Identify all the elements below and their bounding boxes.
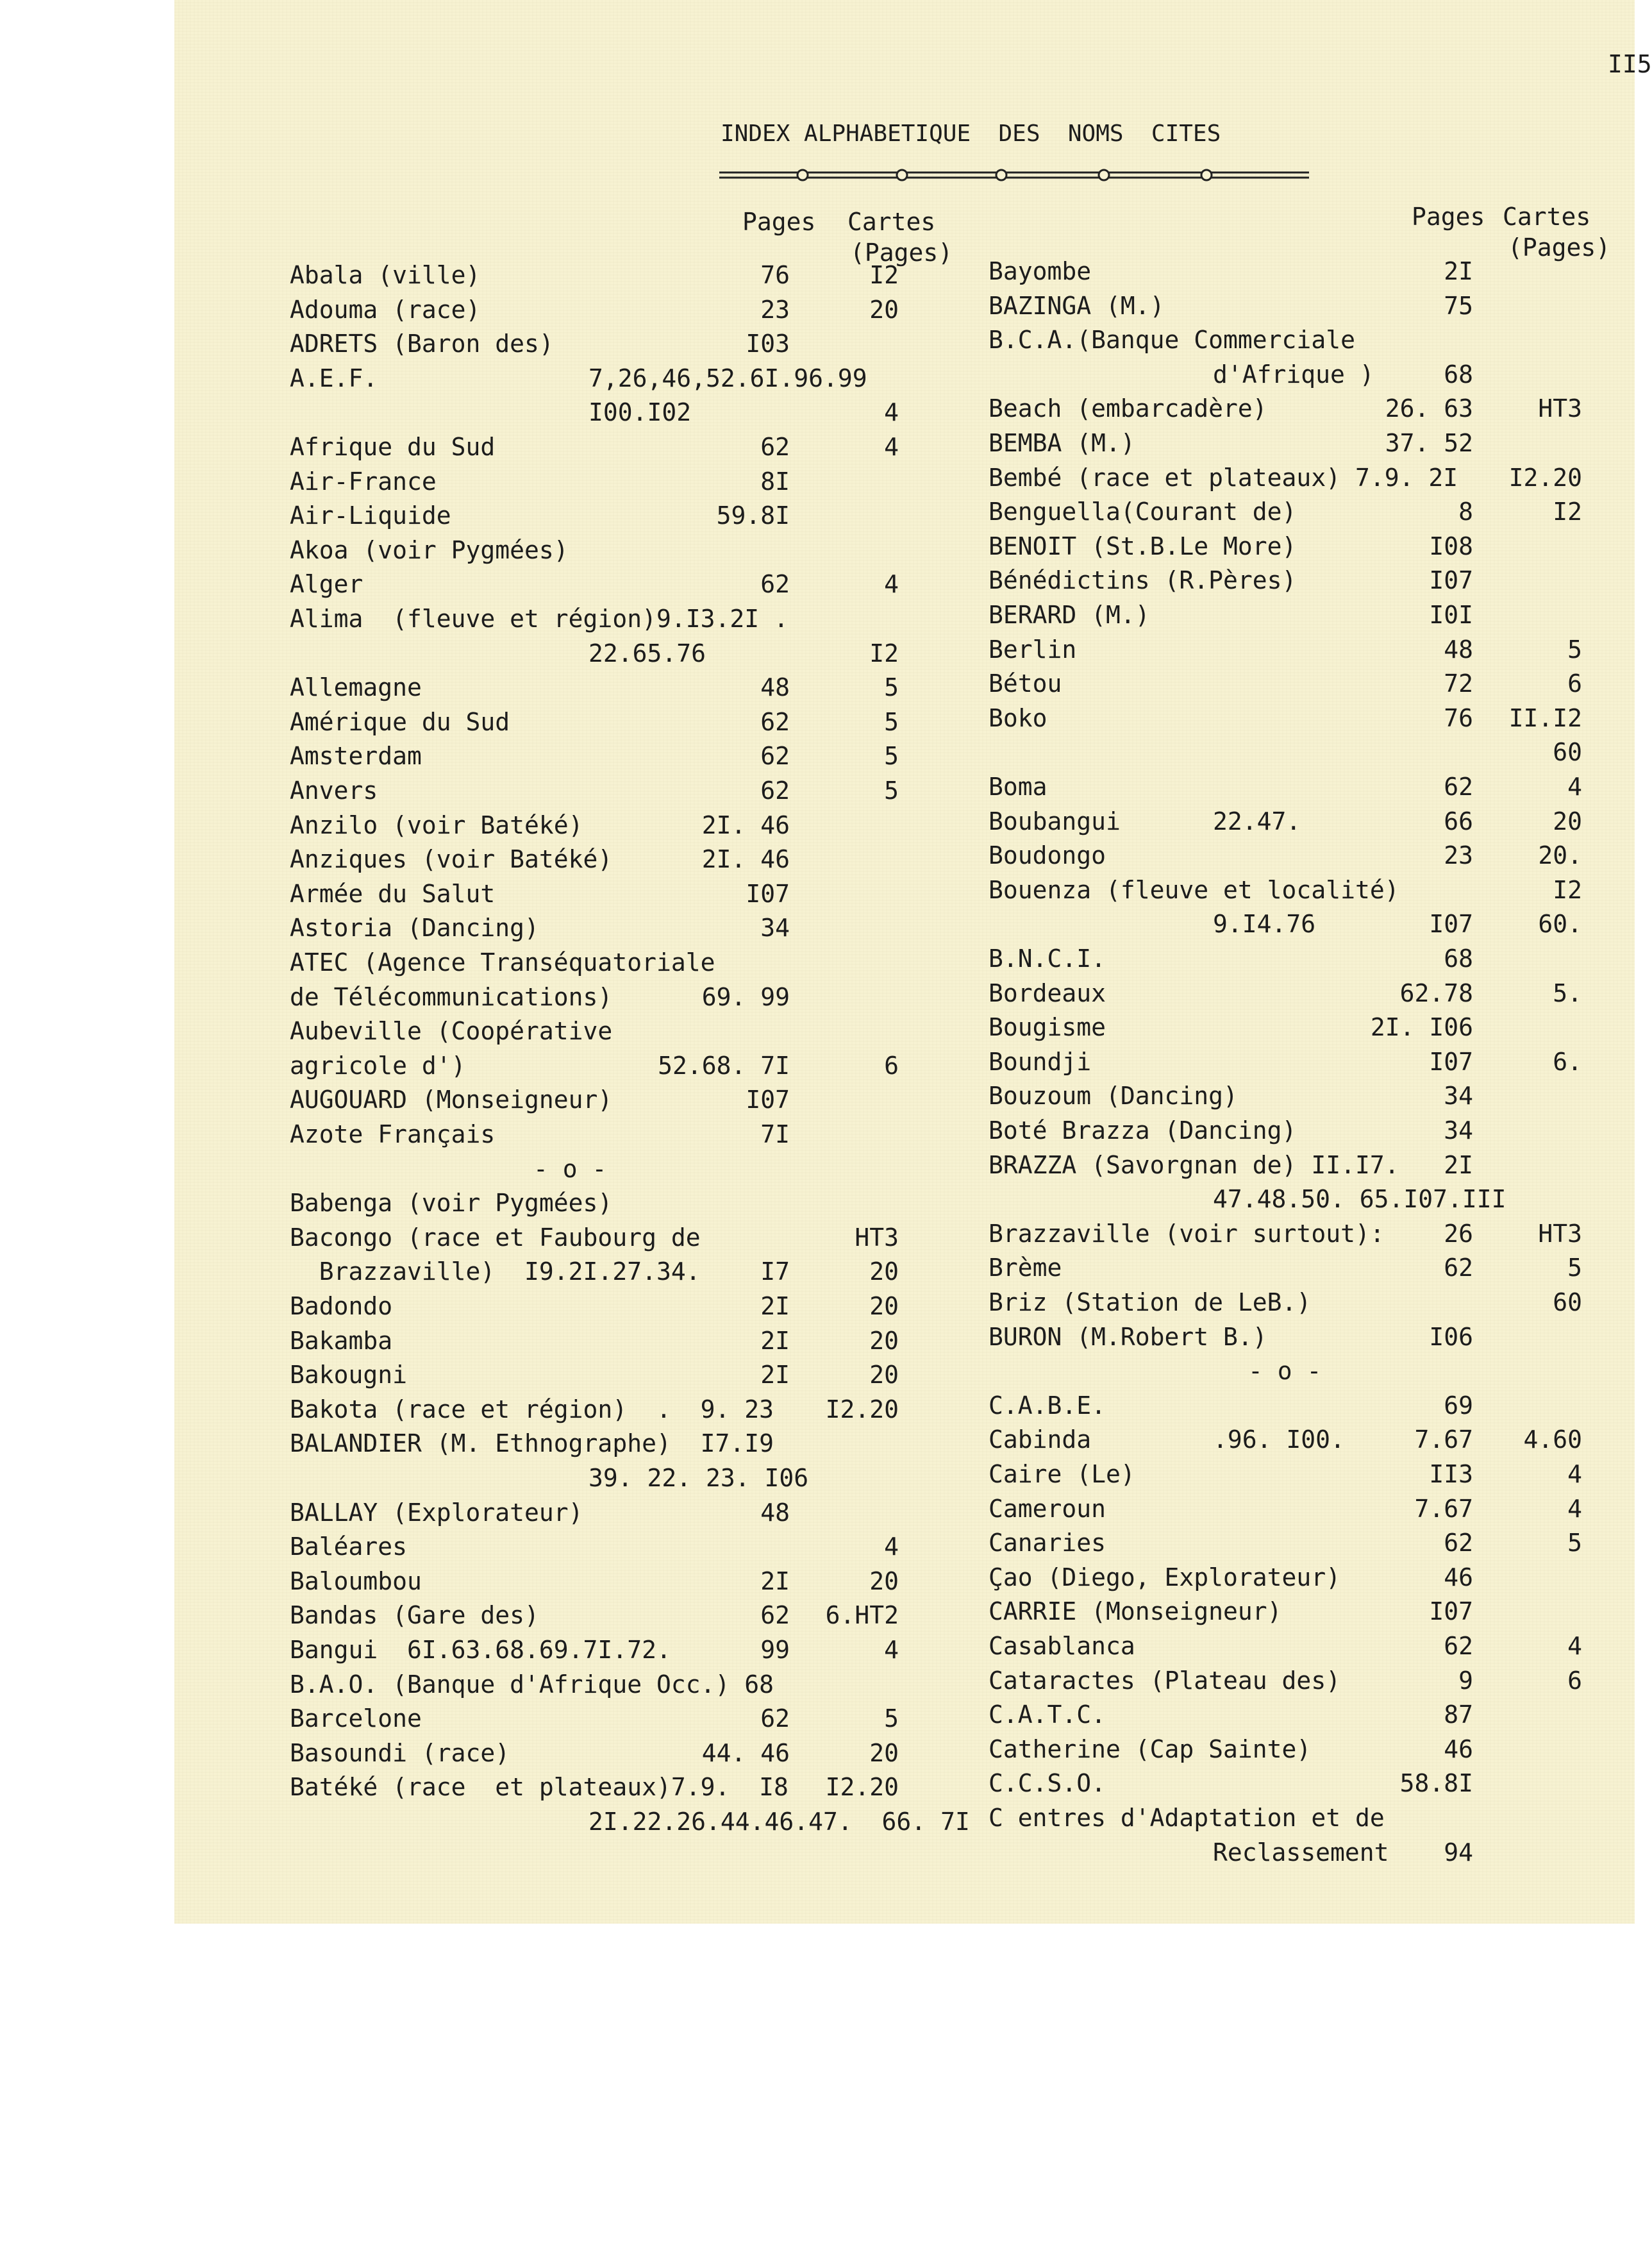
- entry-pages: 2I: [1444, 257, 1473, 285]
- entry-name: Air-Liquide: [290, 501, 451, 530]
- entry-map-pages: 5.: [1553, 978, 1582, 1007]
- entry-name: Caire (Le): [989, 1460, 1135, 1488]
- entry-pages: 62: [760, 1601, 790, 1630]
- entry-pages: 2I: [1444, 1150, 1473, 1179]
- entry-name: B.A.O. (Banque d'Afrique Occ.) 68: [290, 1670, 774, 1699]
- entry-map-pages: 4.60: [1523, 1425, 1582, 1454]
- entry-map-pages: 20: [869, 295, 899, 324]
- entry-pages: I08: [1429, 532, 1473, 560]
- entry-name: BALLAY (Explorateur): [290, 1498, 583, 1527]
- entry-pages: I07: [1429, 910, 1473, 939]
- entry-pages: 2I: [760, 1292, 790, 1320]
- entry-pages: 34: [760, 914, 790, 943]
- entry-name: Allemagne: [290, 673, 422, 702]
- section-separator: - o -: [533, 1154, 607, 1183]
- entry-name: Bordeaux: [989, 978, 1106, 1007]
- entry-name: Bayombe: [989, 257, 1092, 285]
- entry-map-pages: HT3: [1538, 394, 1582, 423]
- entry-name: Bakougni: [290, 1361, 408, 1389]
- entry-pages: I7: [760, 1257, 790, 1286]
- entry-map-pages: 5: [1567, 1254, 1582, 1282]
- entry-name: Abala (ville): [290, 261, 481, 289]
- left-header-cartes-sub: (Pages): [850, 239, 953, 267]
- entry-name: Boko: [989, 703, 1047, 732]
- entry-name: Baléares: [290, 1532, 408, 1561]
- page-number: II5: [1608, 50, 1652, 78]
- entry-map-pages: 5: [1567, 1529, 1582, 1557]
- entry-name: Benguella(Courant de): [989, 498, 1297, 526]
- entry-name: AUGOUARD (Monseigneur): [290, 1086, 613, 1114]
- entry-map-pages: 6: [1567, 669, 1582, 698]
- entry-name: C entres d'Adaptation et de: [989, 1804, 1385, 1832]
- entry-map-pages: 60: [1553, 1288, 1582, 1316]
- entry-page-refs-continued: 22.65.76: [588, 639, 706, 667]
- entry-map-pages: I2.20: [1508, 463, 1582, 492]
- entry-name: BERARD (M.): [989, 601, 1150, 629]
- entry-name: BAZINGA (M.): [989, 291, 1165, 320]
- entry-pages: 34: [1444, 1082, 1473, 1111]
- entry-map-pages: 6.: [1553, 1047, 1582, 1076]
- entry-map-pages: 4: [884, 1636, 899, 1664]
- entry-name: Boma: [989, 773, 1047, 801]
- entry-name: Badondo: [290, 1292, 393, 1320]
- entry-map-pages: 6: [1567, 1666, 1582, 1695]
- entry-pages: 99: [760, 1636, 790, 1664]
- entry-pages: 2I. I06: [1370, 1013, 1473, 1042]
- entry-map-pages: 20: [869, 1566, 899, 1595]
- entry-name: Çao (Diego, Explorateur): [989, 1563, 1341, 1591]
- entry-pages: 59.8I: [716, 501, 790, 530]
- index-entry: [174, 1835, 1473, 1870]
- entry-pages: 62: [1444, 773, 1473, 801]
- entry-pages: 62: [760, 570, 790, 599]
- entry-pages: I07: [746, 1086, 790, 1114]
- entry-map-pages: 5: [1567, 635, 1582, 664]
- entry-name: Bouzoum (Dancing): [989, 1082, 1238, 1111]
- entry-map-pages: I2: [869, 261, 899, 289]
- entry-pages: II3: [1429, 1460, 1473, 1488]
- entry-map-pages: 20: [869, 1361, 899, 1389]
- entry-pages: 7.67: [1414, 1425, 1473, 1454]
- right-header-cartes-sub: (Pages): [1508, 233, 1611, 262]
- entry-name: Bétou: [989, 669, 1062, 698]
- entry-map-pages: 4: [884, 1532, 899, 1561]
- entry-pages: 69. 99: [701, 982, 790, 1011]
- entry-name: Anzilo (voir Batéké): [290, 810, 583, 839]
- entry-map-pages: 5: [884, 707, 899, 736]
- entry-pages: 76: [760, 261, 790, 289]
- entry-map-pages: 4: [884, 570, 899, 599]
- entry-pages: 37. 52: [1385, 429, 1473, 457]
- entry-map-pages: 4: [1567, 1460, 1582, 1488]
- entry-name: Cabinda: [989, 1425, 1092, 1454]
- entry-map-pages: II.I2: [1508, 703, 1582, 732]
- entry-map-pages: I2: [1553, 498, 1582, 526]
- entry-pages: 9: [1458, 1666, 1473, 1695]
- entry-name: BALANDIER (M. Ethnographe) I7.I9: [290, 1429, 774, 1458]
- entry-name: A.E.F.: [290, 364, 378, 392]
- entry-pages: 7I: [760, 1120, 790, 1148]
- entry-pages: 46: [1444, 1563, 1473, 1591]
- entry-map-pages: HT3: [1538, 1219, 1582, 1248]
- entry-pages: 68: [1444, 944, 1473, 973]
- entry-page-refs-continued: 22.47.: [1213, 807, 1301, 835]
- entry-map-pages: 6.HT2: [825, 1601, 899, 1630]
- entry-page-refs-continued: Reclassement: [1213, 1838, 1389, 1867]
- entry-name: Briz (Station de LeB.): [989, 1288, 1312, 1316]
- entry-name: Brazzaville (voir surtout):: [989, 1219, 1385, 1248]
- entry-map-pages: 4: [1567, 1632, 1582, 1660]
- entry-pages: 2I: [760, 1361, 790, 1389]
- entry-pages: 58.8I: [1399, 1769, 1473, 1798]
- entry-map-pages: HT3: [855, 1223, 899, 1252]
- entry-pages: 72: [1444, 669, 1473, 698]
- entry-name: Air-France: [290, 467, 437, 496]
- entry-name: Alger: [290, 570, 363, 599]
- entry-pages: 62: [760, 433, 790, 461]
- entry-map-pages: 60: [1553, 738, 1582, 767]
- entry-map-pages: 20: [869, 1257, 899, 1286]
- entry-name: Beach (embarcadère): [989, 394, 1267, 423]
- entry-map-pages: 4: [1567, 773, 1582, 801]
- right-header-cartes: Cartes: [1503, 203, 1591, 231]
- entry-pages: 8I: [760, 467, 790, 496]
- entry-name: Barcelone: [290, 1704, 422, 1733]
- entry-map-pages: 4: [884, 398, 899, 427]
- document-page: [174, 0, 1652, 1924]
- entry-name: Boudongo: [989, 841, 1106, 870]
- entry-pages: I0I: [1429, 601, 1473, 629]
- entry-pages: 2I. 46: [701, 845, 790, 874]
- entry-name: Boubangui: [989, 807, 1121, 835]
- entry-page-refs-continued: 39. 22. 23. I06: [588, 1464, 809, 1492]
- entry-name: Casablanca: [989, 1632, 1135, 1660]
- entry-page-refs-continued: 7,26,46,52.6I.96.99: [588, 364, 867, 392]
- entry-pages: 62: [1444, 1529, 1473, 1557]
- entry-pages: 8: [1458, 498, 1473, 526]
- entry-page-refs-continued: .96. I00.: [1213, 1425, 1345, 1454]
- entry-pages: 48: [1444, 635, 1473, 664]
- entry-name: Boté Brazza (Dancing): [989, 1116, 1297, 1145]
- entry-pages: 46: [1444, 1734, 1473, 1763]
- entry-name: Astoria (Dancing): [290, 914, 539, 943]
- left-header-cartes: Cartes: [847, 208, 936, 236]
- entry-name: Brazzaville) I9.2I.27.34.: [290, 1257, 701, 1286]
- entry-page-refs-continued: 47.48.50. 65.I07.III: [1213, 1185, 1506, 1214]
- entry-name: Canaries: [989, 1529, 1106, 1557]
- entry-pages: 52.68. 7I: [658, 1051, 790, 1080]
- entry-pages: 75: [1444, 291, 1473, 320]
- entry-name: Bangui 6I.63.68.69.7I.72.: [290, 1636, 671, 1664]
- entry-name: Bénédictins (R.Pères): [989, 566, 1297, 595]
- entry-pages: 94: [1444, 1838, 1473, 1867]
- entry-pages: 87: [1444, 1700, 1473, 1729]
- entry-pages: 7.67: [1414, 1494, 1473, 1523]
- entry-name: Amsterdam: [290, 742, 422, 771]
- entry-pages: 34: [1444, 1116, 1473, 1145]
- entry-pages: I03: [746, 330, 790, 358]
- entry-name: ATEC (Agence Transéquatoriale: [290, 948, 715, 977]
- entry-pages: I07: [746, 879, 790, 908]
- entry-map-pages: 60.: [1538, 910, 1582, 939]
- right-header-pages: Pages: [1412, 203, 1485, 231]
- entry-page-refs-continued: I00.I02: [588, 398, 692, 427]
- entry-map-pages: I2: [1553, 875, 1582, 904]
- entry-name: CARRIE (Monseigneur): [989, 1597, 1282, 1626]
- entry-map-pages: I2: [869, 639, 899, 667]
- entry-name: Afrique du Sud: [290, 433, 496, 461]
- entry-pages: 48: [760, 673, 790, 702]
- entry-name: BURON (M.Robert B.): [989, 1322, 1267, 1351]
- entry-map-pages: I2.20: [825, 1395, 899, 1423]
- index-entry: [174, 1148, 1473, 1182]
- entry-pages: 26: [1444, 1219, 1473, 1248]
- entry-name: B.C.A.(Banque Commerciale: [989, 326, 1355, 355]
- entry-pages: I07: [1429, 1597, 1473, 1626]
- entry-name: Anziques (voir Batéké): [290, 845, 613, 874]
- entry-map-pages: 20: [869, 1292, 899, 1320]
- entry-pages: 62: [760, 1704, 790, 1733]
- entry-map-pages: I2.20: [825, 1773, 899, 1802]
- entry-pages: 23: [1444, 841, 1473, 870]
- entry-name: BENOIT (St.B.Le More): [989, 532, 1297, 560]
- entry-map-pages: 20.: [1538, 841, 1582, 870]
- entry-map-pages: 6: [884, 1051, 899, 1080]
- entry-name: Cameroun: [989, 1494, 1106, 1523]
- entry-pages: 44. 46: [701, 1738, 790, 1767]
- entry-pages: 23: [760, 295, 790, 324]
- entry-name: Bembé (race et plateaux) 7.9. 2I: [989, 463, 1458, 492]
- entry-pages: 62: [1444, 1632, 1473, 1660]
- entry-pages: 2I: [760, 1326, 790, 1355]
- entry-pages: 62: [1444, 1254, 1473, 1282]
- entry-name: Babenga (voir Pygmées): [290, 1189, 613, 1218]
- entry-name: Bakota (race et région) . 9. 23: [290, 1395, 774, 1423]
- entry-name: BEMBA (M.): [989, 429, 1135, 457]
- entry-name: Cataractes (Plateau des): [989, 1666, 1341, 1695]
- entry-page-refs-continued: d'Afrique ): [1213, 360, 1374, 389]
- entry-name: ADRETS (Baron des): [290, 330, 554, 358]
- entry-pages: 62.78: [1399, 978, 1473, 1007]
- entry-name: Berlin: [989, 635, 1077, 664]
- entry-name: Adouma (race): [290, 295, 481, 324]
- entry-pages: 68: [1444, 360, 1473, 389]
- entry-map-pages: 5: [884, 742, 899, 771]
- entry-pages: I06: [1429, 1322, 1473, 1351]
- entry-map-pages: 5: [884, 673, 899, 702]
- entry-name: Azote Français: [290, 1120, 496, 1148]
- entry-name: C.A.B.E.: [989, 1391, 1106, 1420]
- entry-name: Armée du Salut: [290, 879, 496, 908]
- entry-map-pages: 5: [884, 1704, 899, 1733]
- entry-pages: 76: [1444, 703, 1473, 732]
- entry-pages: 48: [760, 1498, 790, 1527]
- entry-pages: I07: [1429, 566, 1473, 595]
- section-separator: - o -: [1248, 1357, 1322, 1386]
- entry-pages: 62: [760, 777, 790, 805]
- page-title: INDEX ALPHABETIQUE DES NOMS CITES: [721, 121, 1221, 147]
- entry-page-refs-continued: 2I.22.26.44.46.47. 66. 7I: [588, 1808, 970, 1836]
- entry-name: Boundji: [989, 1047, 1092, 1076]
- entry-name: Akoa (voir Pygmées): [290, 535, 569, 564]
- entry-pages: 2I. 46: [701, 810, 790, 839]
- entry-pages: 62: [760, 742, 790, 771]
- entry-pages: 66: [1444, 807, 1473, 835]
- entry-name: de Télécommunications): [290, 982, 613, 1011]
- entry-name: Bakamba: [290, 1326, 393, 1355]
- entry-pages: 2I: [760, 1566, 790, 1595]
- entry-map-pages: 20: [1553, 807, 1582, 835]
- entry-name: Basoundi (race): [290, 1738, 510, 1767]
- entry-map-pages: 20: [869, 1738, 899, 1767]
- entry-name: Bacongo (race et Faubourg de: [290, 1223, 701, 1252]
- entry-name: Bougisme: [989, 1013, 1106, 1042]
- left-header-pages: Pages: [742, 208, 816, 236]
- entry-map-pages: 4: [884, 433, 899, 461]
- entry-name: Bouenza (fleuve et localité): [989, 875, 1399, 904]
- entry-map-pages: 5: [884, 777, 899, 805]
- entry-name: Brème: [989, 1254, 1062, 1282]
- entry-page-refs-continued: 9.I4.76: [1213, 910, 1316, 939]
- entry-map-pages: 4: [1567, 1494, 1582, 1523]
- entry-name: BRAZZA (Savorgnan de) II.I7.: [989, 1150, 1399, 1179]
- entry-pages: I07: [1429, 1047, 1473, 1076]
- entry-name: Batéké (race et plateaux)7.9. I8: [290, 1773, 788, 1802]
- entry-name: Bandas (Gare des): [290, 1601, 539, 1630]
- entry-name: B.N.C.I.: [989, 944, 1106, 973]
- entry-pages: 69: [1444, 1391, 1473, 1420]
- entry-map-pages: 20: [869, 1326, 899, 1355]
- entry-pages: 26. 63: [1385, 394, 1473, 423]
- entry-name: agricole d'): [290, 1051, 466, 1080]
- entry-name: Aubeville (Coopérative: [290, 1017, 613, 1046]
- entry-name: C.A.T.C.: [989, 1700, 1106, 1729]
- entry-name: Baloumbou: [290, 1566, 422, 1595]
- entry-pages: 62: [760, 707, 790, 736]
- entry-name: Amérique du Sud: [290, 707, 510, 736]
- entry-name: C.C.S.O.: [989, 1769, 1106, 1798]
- entry-name: Alima (fleuve et région)9.I3.2I .: [290, 605, 788, 633]
- entry-name: Catherine (Cap Sainte): [989, 1734, 1312, 1763]
- title-decorative-rule: [719, 165, 1309, 185]
- entry-name: Anvers: [290, 777, 378, 805]
